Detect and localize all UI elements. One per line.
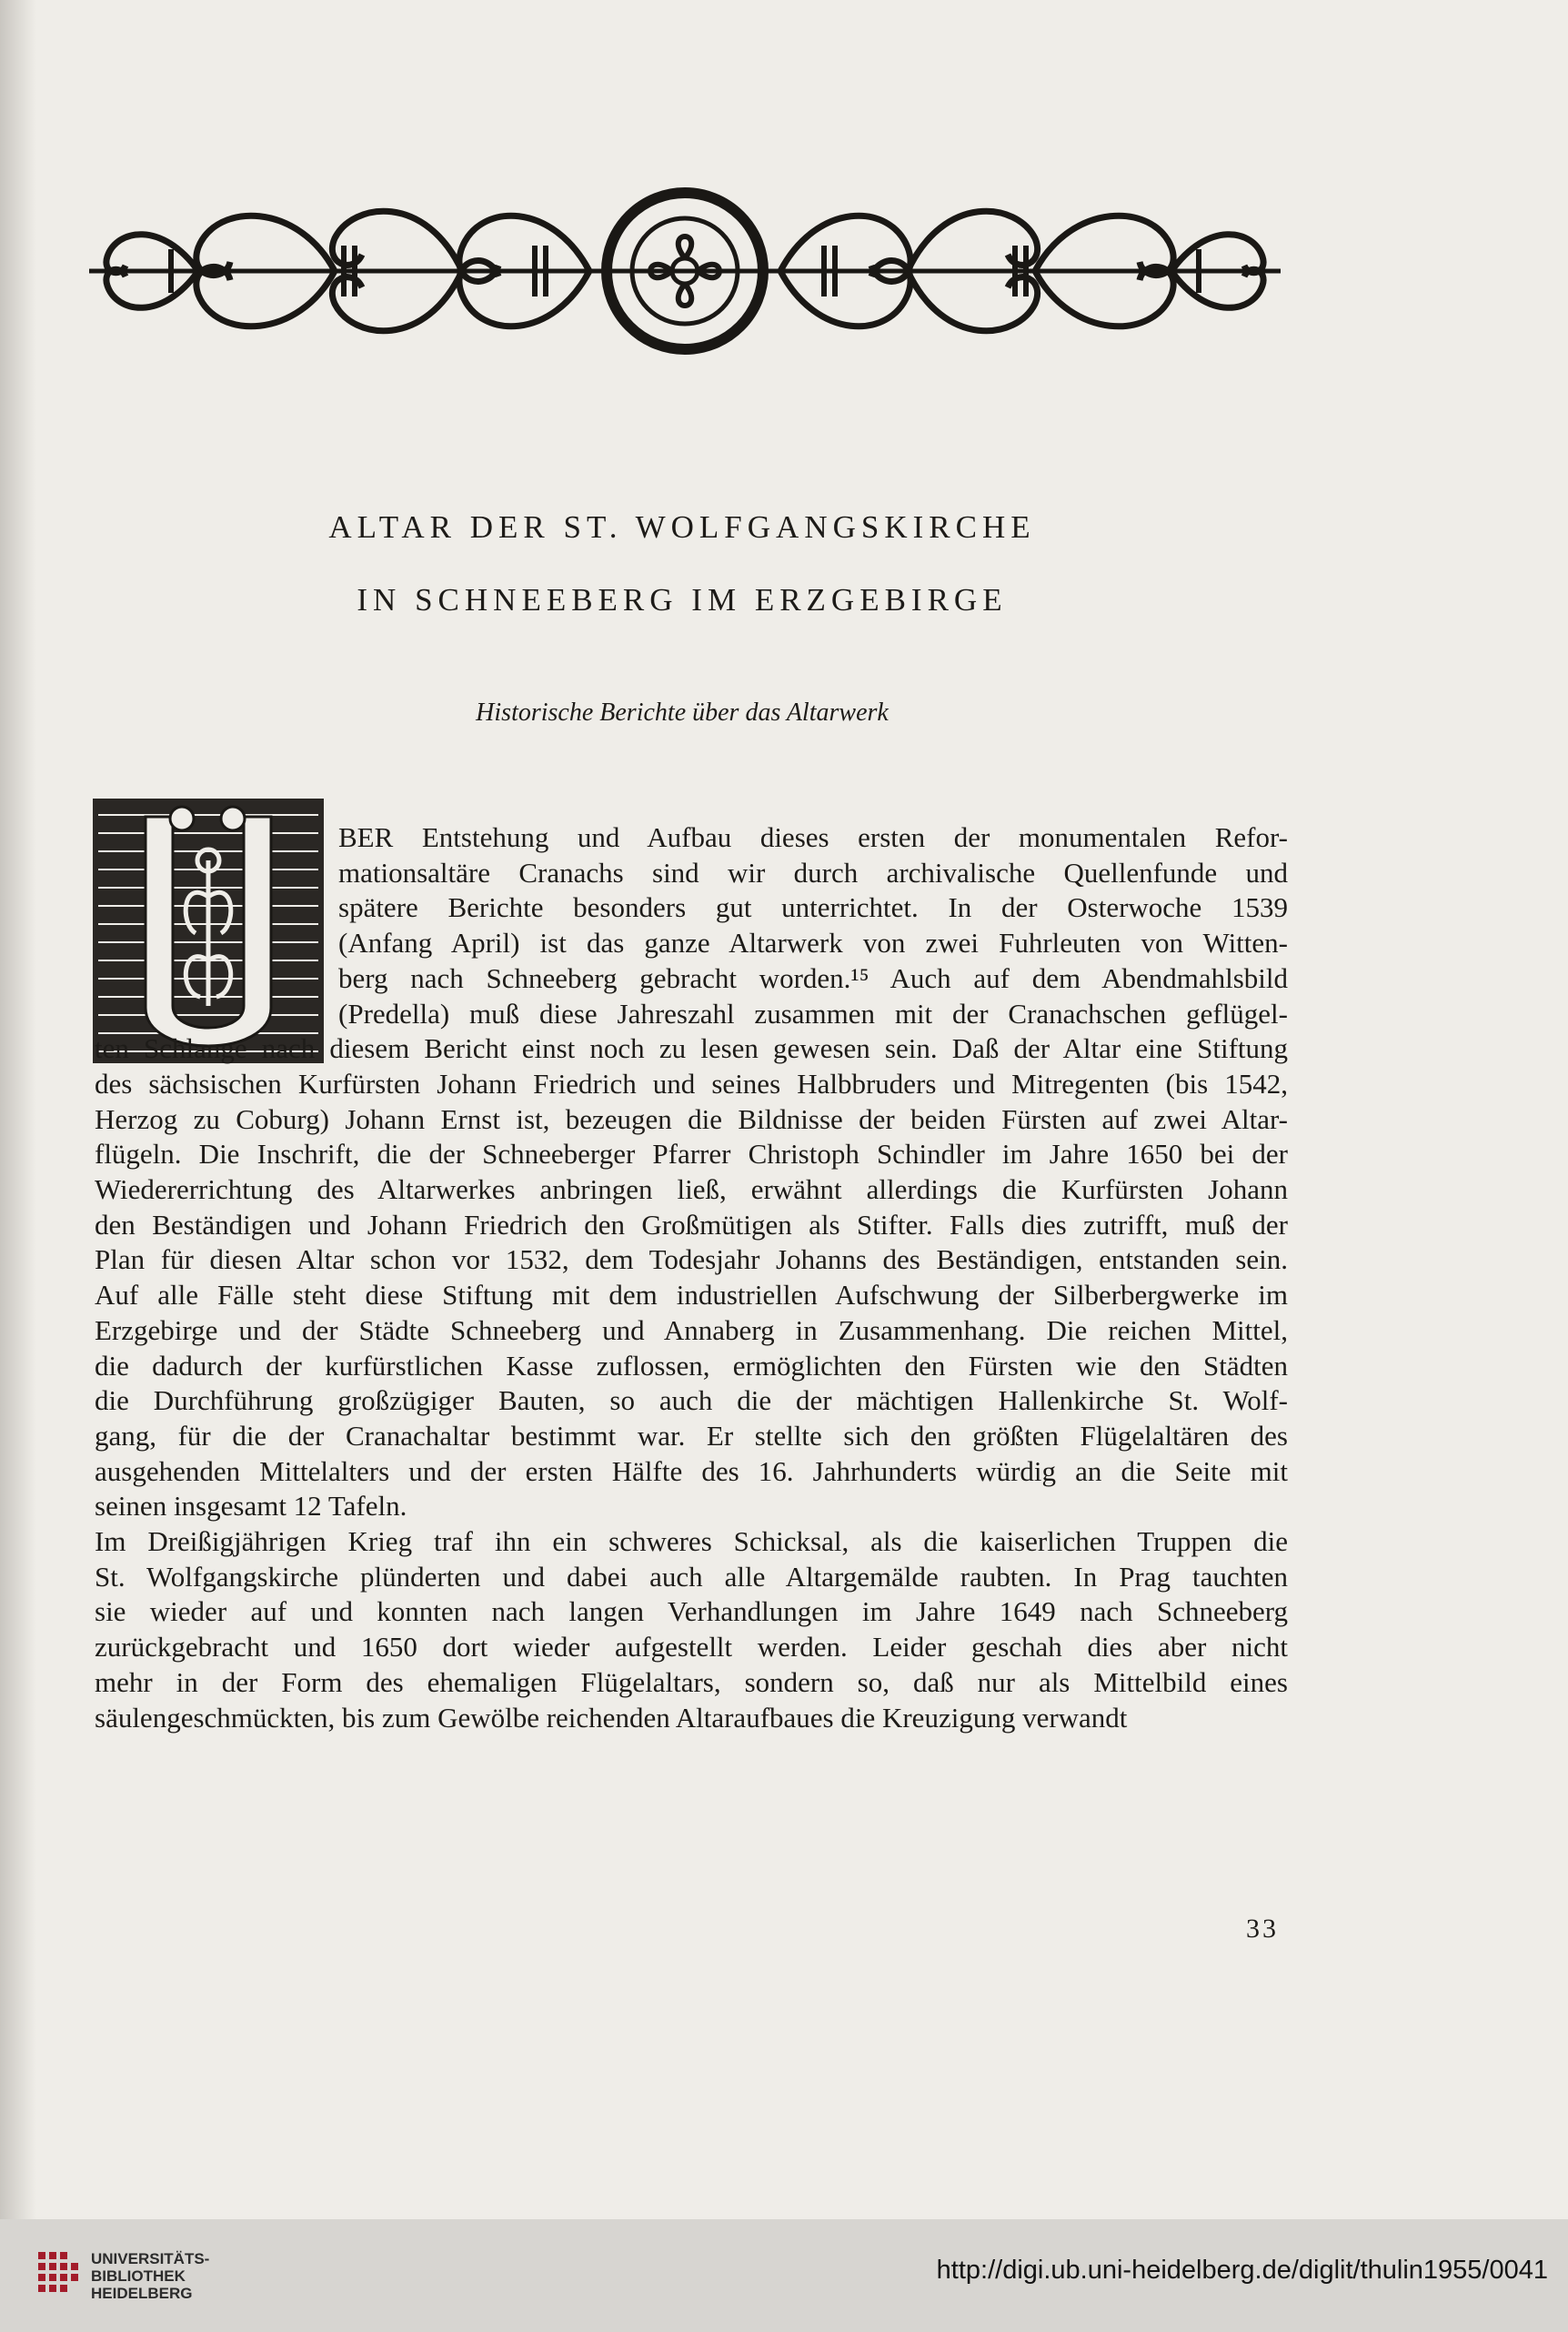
body-line: des sächsischen Kurfürsten Johann Friedrich und seines Halbbruders und Mitregenten (bis 1542, bbox=[95, 1067, 1288, 1100]
body-line: berg nach Schneeberg gebracht worden.¹⁵ Auch auf dem Abendmahlsbild bbox=[338, 961, 1288, 994]
body-line: Erzgebirge und der Städte Schneeberg und Annaberg in Zusammenhang. Die reichen Mittel, bbox=[95, 1313, 1288, 1346]
library-name bbox=[91, 2250, 209, 2302]
footer-bar bbox=[0, 2219, 1568, 2332]
body-line: (Anfang April) ist das ganze Altarwerk von zwei Fuhrleuten von Witten- bbox=[338, 927, 1288, 960]
body-line: gang, für die der Cranachaltar bestimmt war. Er stellte sich den größten Flügelaltären des bbox=[95, 1419, 1288, 1452]
body-line: St. Wolfgangskirche plünderten und dabei auch alle Altargemälde raubten. In Prag tauchten bbox=[95, 1560, 1288, 1593]
library-line-1: UNIVERSITÄTS- bbox=[91, 2250, 210, 2267]
body-line: spätere Berichte besonders gut unterrichtet. In der Osterwoche 1539 bbox=[338, 891, 1288, 924]
body-line: (Predella) muß diese Jahreszahl zusammen mit der Cranachschen geflügel- bbox=[338, 997, 1288, 1030]
body-line: mehr in der Form des ehemaligen Flügelaltars, sondern so, daß nur als Mittelbild eines bbox=[95, 1665, 1288, 1698]
body-line: Wiedererrichtung des Altarwerkes anbringen ließ, erwähnt allerdings die Kurfürsten Johann bbox=[95, 1173, 1288, 1205]
ornamental-header-icon bbox=[80, 166, 1290, 377]
body-line: sie wieder auf und konnten nach langen Verhandlungen im Jahre 1649 nach Schneeberg bbox=[95, 1595, 1288, 1628]
body-line: BER Entstehung und Aufbau dieses ersten der monumentalen Refor- bbox=[338, 821, 1288, 853]
page-number: 33 bbox=[1246, 1914, 1279, 1944]
body-line: die dadurch der kurfürstlichen Kasse zuflossen, ermöglichten den Fürsten wie den Städten bbox=[95, 1349, 1288, 1382]
subtitle: Historische Berichte über das Altarwerk bbox=[476, 699, 889, 727]
university-library-logo-icon bbox=[33, 2247, 84, 2301]
library-line-3: HEIDELBERG bbox=[91, 2285, 193, 2302]
drop-cap bbox=[91, 797, 326, 1065]
body-line: Herzog zu Coburg) Johann Ernst ist, bezeugen die Bildnisse der beiden Fürsten auf zwei Altar- bbox=[95, 1102, 1288, 1135]
drop-cap-ornament-icon bbox=[91, 797, 326, 1065]
body-line: Auf alle Fälle steht diese Stiftung mit dem industriellen Aufschwung der Silberbergwerke im bbox=[95, 1279, 1288, 1312]
body-line: ten Schlange nach diesem Bericht einst noch zu lesen gewesen sein. Daß der Altar eine Stiftung bbox=[95, 1032, 1288, 1065]
body-line: flügeln. Die Inschrift, die der Schneeberger Pfarrer Christoph Schindler im Jahre 1650 bei der bbox=[95, 1138, 1288, 1171]
body-line: die Durchführung großzügiger Bauten, so auch die der mächtigen Hallenkirche St. Wolf- bbox=[95, 1384, 1288, 1417]
body-line: zurückgebracht und 1650 dort wieder aufgestellt werden. Leider geschah dies aber nicht bbox=[95, 1631, 1288, 1664]
body-line: Plan für diesen Altar schon vor 1532, dem Todesjahr Johanns des Beständigen, entstanden sein. bbox=[95, 1243, 1288, 1276]
body-line: den Beständigen und Johann Friedrich den Großmütigen als Stifter. Falls dies zutrifft, muß der bbox=[95, 1208, 1288, 1241]
body-line: mationsaltäre Cranachs sind wir durch archivalische Quellenfunde und bbox=[338, 856, 1288, 889]
title-line-2: IN SCHNEEBERG IM ERZGEBIRGE bbox=[357, 582, 1008, 618]
body-line: ausgehenden Mittelalters und der ersten Hälfte des 16. Jahrhunderts würdig an die Seite mit bbox=[95, 1454, 1288, 1487]
body-line: Im Dreißigjährigen Krieg traf ihn ein schweres Schicksal, als die kaiserlichen Truppen die bbox=[95, 1525, 1288, 1557]
body-line: seinen insgesamt 12 Tafeln. bbox=[95, 1490, 407, 1523]
body-line: säulengeschmückten, bis zum Gewölbe reichenden Altaraufbaues die Kreuzigung verwandt bbox=[95, 1701, 1128, 1734]
library-line-2: BIBLIOTHEK bbox=[91, 2267, 186, 2285]
title-line-1: ALTAR DER ST. WOLFGANGSKIRCHE bbox=[328, 509, 1036, 545]
source-url[interactable]: http://digi.ub.uni-heidelberg.de/diglit/thulin1955/0041 bbox=[936, 2256, 1548, 2285]
